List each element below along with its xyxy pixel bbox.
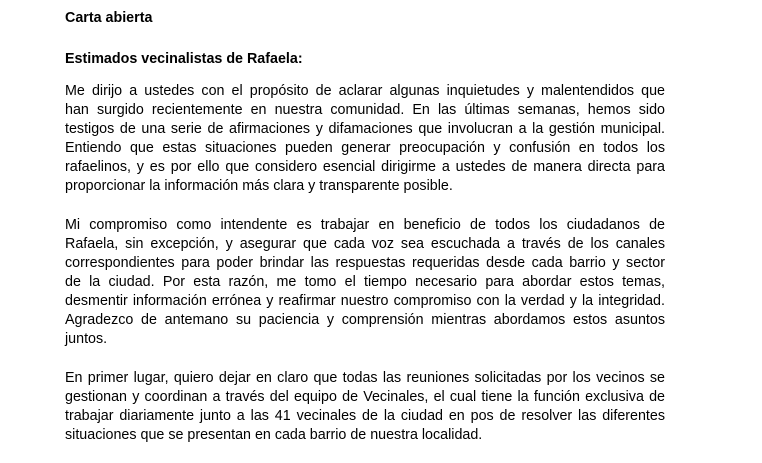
paragraph-line: situaciones que se presentan en cada barrio de nuestra localidad. bbox=[65, 427, 483, 443]
paragraph-line: rafaelinos, y es por ello que considero esencial dirigirme a ustedes de manera directa para bbox=[65, 159, 665, 175]
paragraph-line: Agradezco de antemano su paciencia y comprensión mientras abordamos estos asuntos bbox=[65, 312, 665, 328]
paragraph-line: gestionan y coordinan a través del equipo de Vecinales, el cual tiene la función exclusiva de bbox=[65, 389, 665, 405]
paragraph-line: correspondientes para poder brindar las respuestas requeridas desde cada barrio y sector bbox=[65, 255, 665, 271]
paragraph-line: han surgido recientemente en nuestra comunidad. En las últimas semanas, hemos sido bbox=[65, 102, 665, 118]
paragraph-line: testigos de una serie de afirmaciones y difamaciones que involucran a la gestión municipal. bbox=[65, 121, 665, 137]
paragraph-line: trabajar diariamente junto a las 41 vecinales de la ciudad en pos de resolver las diferentes bbox=[65, 408, 665, 424]
paragraph-line: juntos. bbox=[65, 331, 108, 347]
document-title: Carta abierta bbox=[65, 10, 153, 26]
paragraph-3 bbox=[65, 369, 665, 445]
paragraph-line: En primer lugar, quiero dejar en claro que todas las reuniones solicitadas por los vecinos se bbox=[65, 370, 665, 386]
salutation: Estimados vecinalistas de Rafaela: bbox=[65, 51, 303, 67]
paragraph-line: desmentir información errónea y reafirmar nuestro compromiso con la verdad y la integridad. bbox=[65, 293, 665, 309]
paragraph-line: proporcionar la información más clara y transparente posible. bbox=[65, 178, 453, 194]
paragraph-line: Rafaela, sin excepción, y asegurar que cada voz sea escuchada a través de los canales bbox=[65, 236, 665, 252]
paragraph-line: Mi compromiso como intendente es trabajar en beneficio de todos los ciudadanos de bbox=[65, 217, 665, 233]
paragraph-1 bbox=[65, 82, 665, 196]
paragraph-line: de la ciudad. Por esta razón, me tomo el tiempo necesario para abordar estos temas, bbox=[65, 274, 665, 290]
letter-document bbox=[65, 9, 665, 445]
paragraph-2 bbox=[65, 216, 665, 349]
paragraph-line: Me dirijo a ustedes con el propósito de aclarar algunas inquietudes y malentendidos que bbox=[65, 83, 665, 99]
paragraph-line: Entiendo que estas situaciones pueden generar preocupación y confusión en todos los bbox=[65, 140, 665, 156]
